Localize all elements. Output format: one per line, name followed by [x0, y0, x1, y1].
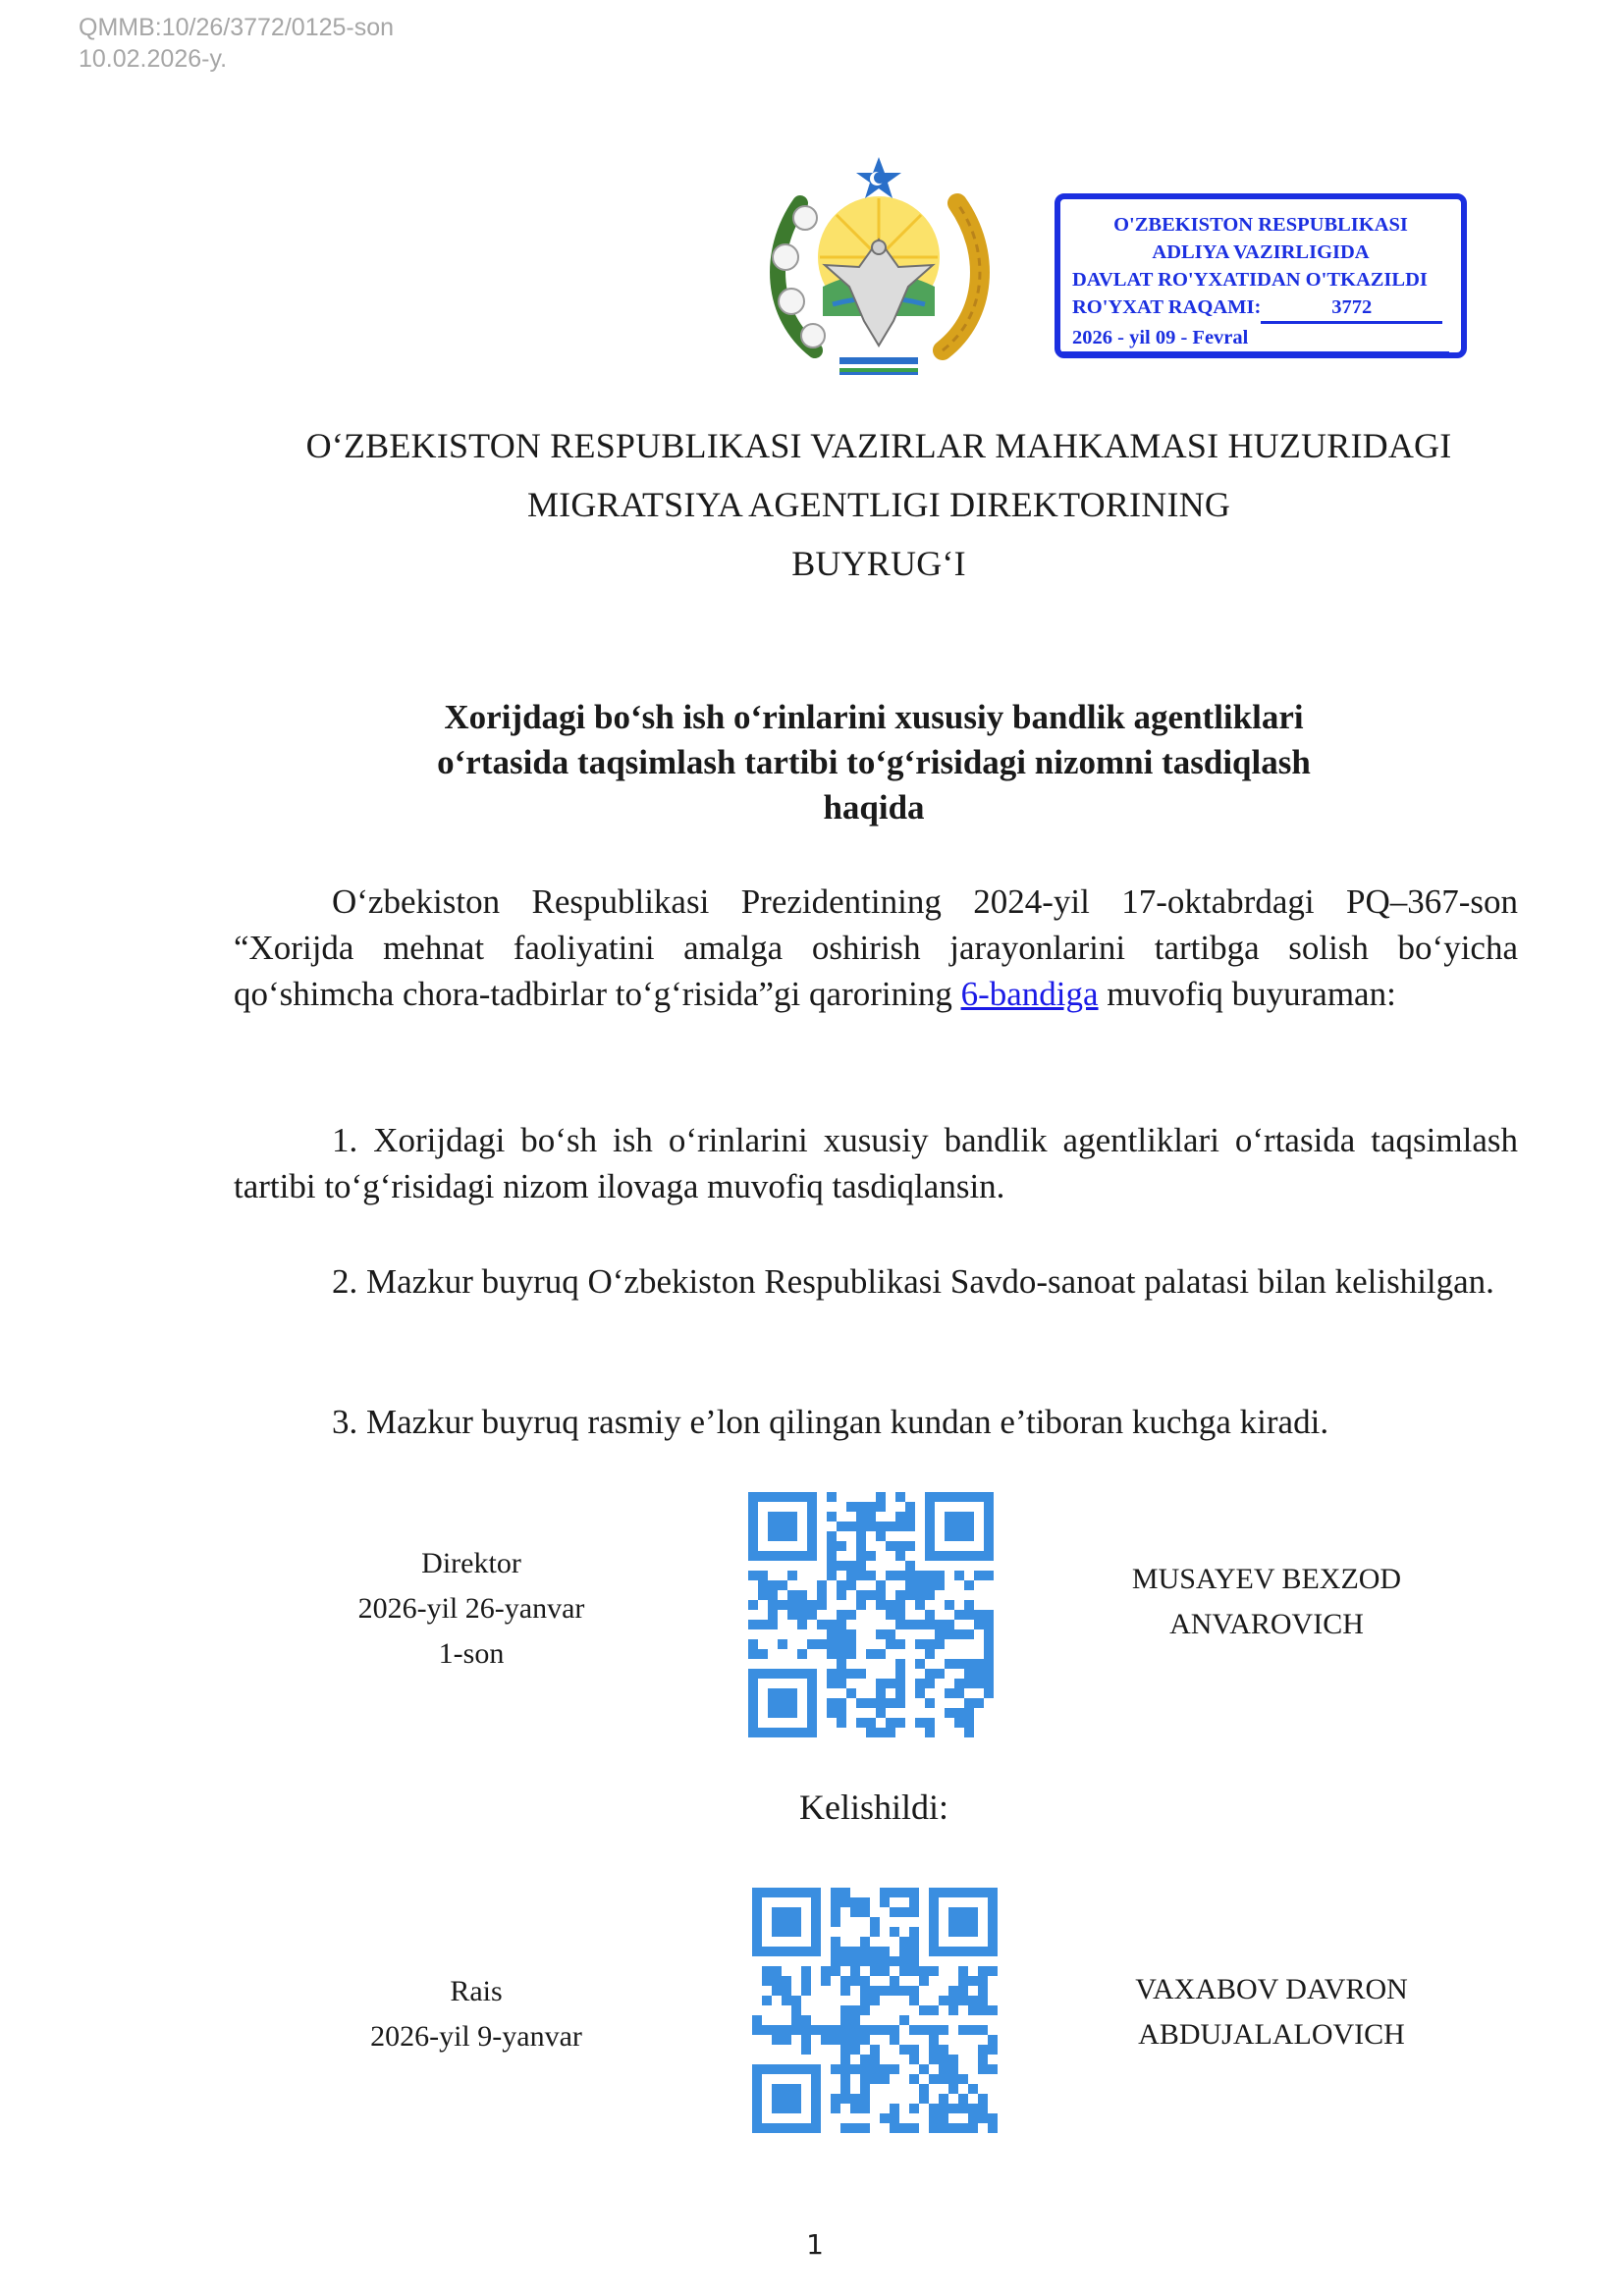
- stamp-line1: O'ZBEKISTON RESPUBLIKASI: [1113, 214, 1408, 236]
- director-signature-info: [324, 1541, 619, 1677]
- stamp-number-label: RO'YXAT RAQAMI:: [1072, 296, 1262, 318]
- stamp-date: 2026 - yil 09 - Fevral: [1060, 324, 1449, 354]
- heading-line1: OʻZBEKISTON RESPUBLIKASI VAZIRLAR MAHKAMASI HUZURIDAGI: [305, 426, 1452, 465]
- signer-name-line2: ABDUJALALOVICH: [1138, 2018, 1405, 2051]
- heading-line3: BUYRUGʻI: [791, 544, 966, 583]
- stamp-number-row: [1060, 294, 1461, 324]
- registration-stamp: [1055, 193, 1467, 358]
- agreed-label: Kelishildi:: [799, 1788, 948, 1827]
- title-line3: haqida: [823, 788, 925, 827]
- signer-name-line2: ANVAROVICH: [1169, 1608, 1364, 1640]
- signer-position: Rais: [450, 1975, 503, 2007]
- registration-number: [79, 12, 394, 75]
- document-heading: [177, 416, 1581, 593]
- registration-number-line1: QMMB:10/26/3772/0125-son: [79, 14, 395, 41]
- stamp-number-value: 3772: [1261, 294, 1442, 324]
- chairman-name: [1100, 1967, 1443, 2057]
- signing-date: 2026-yil 9-yanvar: [370, 2020, 582, 2053]
- preamble-text-end: muvofiq buyuraman:: [1107, 975, 1396, 1013]
- signing-date: 2026-yil 26-yanvar: [357, 1592, 585, 1625]
- qr-code-icon[interactable]: [752, 1888, 998, 2133]
- page-number: 1: [806, 2228, 824, 2261]
- registration-date: 10.02.2026-y.: [79, 45, 228, 73]
- preamble-text: Oʻzbekiston Respublikasi Prezidentining 2024-yil 17-oktabrdagi PQ–367-son “Xorijda mehnat faoliyatini amalga oshirish jarayonlarini tartibga solish boʻyicha qoʻshimcha chora-tadbirlar toʻgʻrisida”gi qarorining: [234, 882, 1518, 1013]
- title-line2: oʻrtasida taqsimlash tartibi toʻgʻrisidagi nizomni tasdiqlash: [437, 743, 1311, 781]
- document-title: [344, 695, 1404, 830]
- heading-line2: MIGRATSIYA AGENTLIGI DIREKTORINING: [526, 485, 1231, 524]
- order-item-1: [234, 1117, 1518, 1209]
- order-item-text: 1. Xorijdagi boʻsh ish oʻrinlarini xususiy bandlik agentliklari oʻrtasida taqsimlash tartibi toʻgʻrisidagi nizom ilovaga muvofiq tasdiqlansin.: [234, 1121, 1518, 1205]
- order-item-text: 2. Mazkur buyruq Oʻzbekiston Respublikasi Savdo-sanoat palatasi bilan kelishilgan.: [332, 1262, 1494, 1301]
- order-item-2: [234, 1258, 1518, 1305]
- document-number: 1-son: [438, 1637, 505, 1670]
- director-name: [1100, 1557, 1434, 1647]
- stamp-line3: DAVLAT RO'YXATIDAN O'TKAZILDI: [1072, 269, 1428, 291]
- preamble-paragraph: [234, 879, 1518, 1017]
- uzbekistan-emblem-icon: [756, 149, 1001, 395]
- title-line1: Xorijdagi boʻsh ish oʻrinlarini xususiy bandlik agentliklari: [444, 698, 1304, 736]
- stamp-line2: ADLIYA VAZIRLIGIDA: [1152, 241, 1370, 263]
- signer-name-line1: MUSAYEV BEXZOD: [1131, 1563, 1402, 1595]
- signer-position: Direktor: [421, 1547, 521, 1579]
- signer-name-line1: VAXABOV DAVRON: [1135, 1973, 1408, 2005]
- qr-code-icon[interactable]: [748, 1492, 994, 1737]
- chairman-signature-info: [334, 1969, 619, 2059]
- legal-reference-link[interactable]: 6-bandiga: [960, 975, 1099, 1013]
- order-item-text: 3. Mazkur buyruq rasmiy e’lon qilingan kundan e’tiboran kuchga kiradi.: [332, 1403, 1329, 1441]
- order-item-3: [234, 1399, 1518, 1445]
